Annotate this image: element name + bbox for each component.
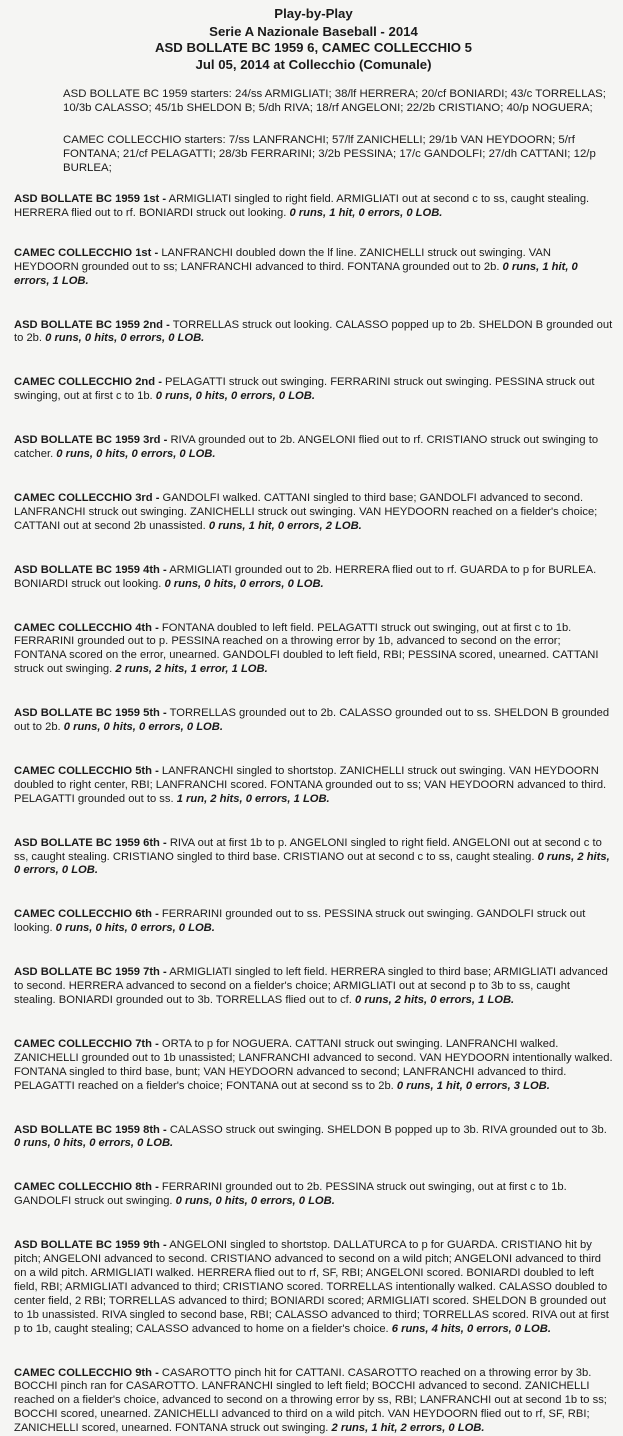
inning-summary: 0 runs, 0 hits, 0 errors, 0 LOB.	[56, 448, 215, 460]
inning-plays: RIVA grounded out to 2b. ANGELONI flied out to rf. CRISTIANO struck out swinging to catcher.	[14, 434, 598, 460]
inning-plays: FERRARINI grounded out to ss. PESSINA struck out swinging. GANDOLFI struck out looking.	[14, 908, 585, 934]
inning-plays: CALASSO struck out swinging. SHELDON B popped up to 3b. RIVA grounded out to 3b.	[170, 1124, 607, 1136]
inning-plays: ARMIGLIATI singled to left field. HERRERA singled to third base; ARMIGLIATI advanced to second. HERRERA advanced to second on a fielder's choice; ARMIGLIATI out at second p to 3b to ss, caught stealing. BONIARDI grounded out to 3b. TORRELLAS flied out to cf.	[14, 966, 608, 1006]
inning-entry	[14, 1124, 613, 1152]
inning-summary: 0 runs, 1 hit, 0 errors, 1 LOB.	[14, 261, 578, 287]
inning-summary: 0 runs, 0 hits, 0 errors, 0 LOB.	[45, 332, 204, 344]
inning-entry	[14, 247, 613, 289]
inning-summary: 0 runs, 2 hits, 0 errors, 0 LOB.	[14, 851, 610, 877]
inning-label: CAMEC COLLECCHIO 6th -	[14, 908, 159, 920]
report-title: Play-by-Play	[14, 6, 613, 23]
home-starters: CAMEC COLLECCHIO starters: 7/ss LANFRANCHI; 57/lf ZANICHELLI; 29/1b VAN HEYDOORN; 5/rf FONTANA; 21/cf PELAGATTI; 28/3b FERRARINI; 3/2b PESSINA; 17/c GANDOLFI; 27/dh CATTANI; 12/p BURLEA;	[63, 133, 608, 175]
inning-entry	[14, 707, 613, 735]
inning-entry	[14, 1181, 613, 1209]
inning-label: CAMEC COLLECCHIO 3rd -	[14, 492, 159, 504]
inning-plays: GANDOLFI walked. CATTANI singled to third base; GANDOLFI advanced to second. LANFRANCHI struck out swinging. ZANICHELLI struck out swinging. VAN HEYDOORN reached on a fielder's choice; CATTANI out at second 2b unassisted.	[14, 492, 597, 532]
matchup-score: ASD BOLLATE BC 1959 6, CAMEC COLLECCHIO 5	[14, 40, 613, 57]
away-starters: ASD BOLLATE BC 1959 starters: 24/ss ARMIGLIATI; 38/lf HERRERA; 20/cf BONIARDI; 43/c TORRELLAS; 10/3b CALASSO; 45/1b SHELDON B; 5/dh RIVA; 18/rf ANGELONI; 22/2b CRISTIANO; 40/p NOGUERA;	[63, 87, 608, 115]
inning-entry	[14, 1367, 613, 1436]
inning-summary: 0 runs, 0 hits, 0 errors, 0 LOB.	[176, 1195, 335, 1207]
innings-list	[14, 193, 613, 1436]
league-title: Serie A Nazionale Baseball - 2014	[14, 24, 613, 41]
starters-section	[63, 87, 608, 175]
inning-summary: 0 runs, 0 hits, 0 errors, 0 LOB.	[64, 721, 223, 733]
inning-plays: LANFRANCHI singled to shortstop. ZANICHELLI struck out swinging. VAN HEYDOORN doubled to right center, RBI; LANFRANCHI scored. FONTANA grounded out to ss; VAN HEYDOORN advanced to third. PELAGATTI grounded out to ss.	[14, 765, 606, 805]
inning-plays: ANGELONI singled to shortstop. DALLATURCA to p for GUARDA. CRISTIANO hit by pitch; ANGELONI advanced to second. CRISTIANO advanced to second on a wild pitch; ANGELONI advanced to third on a wild pitch. ARMIGLIATI walked. HERRERA flied out to rf, SF, RBI; ANGELONI scored. BONIARDI doubled to left field, RBI; ARMIGLIATI advanced to third; CRISTIANO scored. TORRELLAS intentionally walked. CALASSO doubled to center field, 2 RBI; TORRELLAS advanced to third; BONIARDI scored; ARMIGLIATI scored. SHELDON B grounded out to 1b unassisted. RIVA singled to second base, RBI; CALASSO advanced to third; TORRELLAS scored. RIVA out at first p to 1b, caught stealing; CALASSO advanced to home on a fielder's choice.	[14, 1239, 609, 1334]
inning-entry	[14, 908, 613, 936]
inning-entry	[14, 376, 613, 404]
inning-label: ASD BOLLATE BC 1959 1st -	[14, 193, 166, 205]
inning-plays: CASAROTTO pinch hit for CATTANI. CASAROTTO reached on a throwing error by 3b. BOCCHI pinch ran for CASAROTTO. LANFRANCHI singled to left field; BOCCHI advanced to second. ZANICHELLI reached on a fielder's choice, advanced to second on a throwing error by ss, RBI; LANFRANCHI out at second 1b to ss; BOCCHI scored, unearned. ZANICHELLI advanced to third on a wild pitch. VAN HEYDOORN flied out to rf, SF, RBI; ZANICHELLI scored, unearned. FONTANA struck out swinging.	[14, 1367, 607, 1435]
inning-plays: RIVA out at first 1b to p. ANGELONI singled to right field. ANGELONI out at second c to ss, caught stealing. CRISTIANO singled to third base. CRISTIANO out at second c to ss, caught stealing.	[14, 837, 602, 863]
inning-entry	[14, 622, 613, 678]
inning-label: CAMEC COLLECCHIO 9th -	[14, 1367, 159, 1379]
inning-plays: ARMIGLIATI grounded out to 2b. HERRERA flied out to rf. GUARDA to p for BURLEA. BONIARDI struck out looking.	[14, 564, 596, 590]
inning-plays: PELAGATTI struck out swinging. FERRARINI struck out swinging. PESSINA struck out swinging, out at first c to 1b.	[14, 376, 594, 402]
inning-label: CAMEC COLLECCHIO 5th -	[14, 765, 159, 777]
inning-plays: TORRELLAS grounded out to 2b. CALASSO grounded out to ss. SHELDON B grounded out to 2b.	[14, 707, 609, 733]
date-venue: Jul 05, 2014 at Collecchio (Comunale)	[14, 57, 613, 74]
inning-label: CAMEC COLLECCHIO 4th -	[14, 622, 159, 634]
report-header	[14, 6, 613, 73]
inning-label: ASD BOLLATE BC 1959 7th -	[14, 966, 167, 978]
inning-summary: 0 runs, 0 hits, 0 errors, 0 LOB.	[164, 578, 323, 590]
inning-summary: 0 runs, 1 hit, 0 errors, 3 LOB.	[397, 1080, 550, 1092]
inning-entry	[14, 1038, 613, 1094]
inning-summary: 6 runs, 4 hits, 0 errors, 0 LOB.	[392, 1323, 551, 1335]
inning-summary: 0 runs, 0 hits, 0 errors, 0 LOB.	[14, 1137, 173, 1149]
inning-label: CAMEC COLLECCHIO 7th -	[14, 1038, 159, 1050]
inning-summary: 0 runs, 2 hits, 0 errors, 1 LOB.	[355, 994, 514, 1006]
inning-summary: 0 runs, 0 hits, 0 errors, 0 LOB.	[156, 390, 315, 402]
inning-summary: 0 runs, 1 hit, 0 errors, 0 LOB.	[289, 207, 442, 219]
inning-summary: 0 runs, 1 hit, 0 errors, 2 LOB.	[209, 520, 362, 532]
inning-summary: 2 runs, 1 hit, 2 errors, 0 LOB.	[332, 1422, 485, 1434]
inning-plays: FERRARINI grounded out to 2b. PESSINA struck out swinging, out at first c to 1b. GANDOLFI struck out swinging.	[14, 1181, 567, 1207]
inning-entry	[14, 1239, 613, 1336]
inning-plays: ARMIGLIATI singled to right field. ARMIGLIATI out at second c to ss, caught stealing. HERRERA flied out to rf. BONIARDI struck out looking.	[14, 193, 589, 219]
inning-summary: 2 runs, 2 hits, 1 error, 1 LOB.	[115, 663, 267, 675]
inning-plays: ORTA to p for NOGUERA. CATTANI struck out swinging. LANFRANCHI walked. ZANICHELLI grounded out to 1b unassisted; LANFRANCHI advanced to second. VAN HEYDOORN intentionally walked. FONTANA singled to third base, bunt; VAN HEYDOORN advanced to second; LANFRANCHI advanced to third. PELAGATTI reached on a fielder's choice; FONTANA out at second ss to 2b.	[14, 1038, 613, 1092]
inning-label: ASD BOLLATE BC 1959 8th -	[14, 1124, 167, 1136]
inning-label: ASD BOLLATE BC 1959 3rd -	[14, 434, 167, 446]
inning-label: ASD BOLLATE BC 1959 6th -	[14, 837, 167, 849]
inning-plays: FONTANA doubled to left field. PELAGATTI struck out swinging, out at first c to 1b. FERRARINI grounded out to p. PESSINA reached on a throwing error by 1b, advanced to second on the error; FONTANA scored on the error, unearned. GANDOLFI doubled to left field, RBI; PESSINA scored, unearned. CATTANI struck out swinging.	[14, 622, 599, 676]
inning-label: ASD BOLLATE BC 1959 4th -	[14, 564, 167, 576]
inning-plays: TORRELLAS struck out looking. CALASSO popped up to 2b. SHELDON B grounded out to 2b.	[14, 319, 612, 345]
inning-entry	[14, 765, 613, 807]
inning-entry	[14, 564, 613, 592]
inning-plays: LANFRANCHI doubled down the lf line. ZANICHELLI struck out swinging. VAN HEYDOORN grounded out to ss; LANFRANCHI advanced to third. FONTANA grounded out to 2b.	[14, 247, 551, 273]
inning-label: ASD BOLLATE BC 1959 2nd -	[14, 319, 170, 331]
inning-label: CAMEC COLLECCHIO 1st -	[14, 247, 158, 259]
inning-summary: 1 run, 2 hits, 0 errors, 1 LOB.	[177, 793, 330, 805]
inning-entry	[14, 193, 613, 221]
inning-label: CAMEC COLLECCHIO 8th -	[14, 1181, 159, 1193]
inning-entry	[14, 492, 613, 534]
inning-label: CAMEC COLLECCHIO 2nd -	[14, 376, 162, 388]
inning-summary: 0 runs, 0 hits, 0 errors, 0 LOB.	[56, 922, 215, 934]
inning-label: ASD BOLLATE BC 1959 5th -	[14, 707, 167, 719]
inning-entry	[14, 434, 613, 462]
inning-entry	[14, 837, 613, 879]
inning-label: ASD BOLLATE BC 1959 9th -	[14, 1239, 167, 1251]
inning-entry	[14, 319, 613, 347]
inning-entry	[14, 966, 613, 1008]
